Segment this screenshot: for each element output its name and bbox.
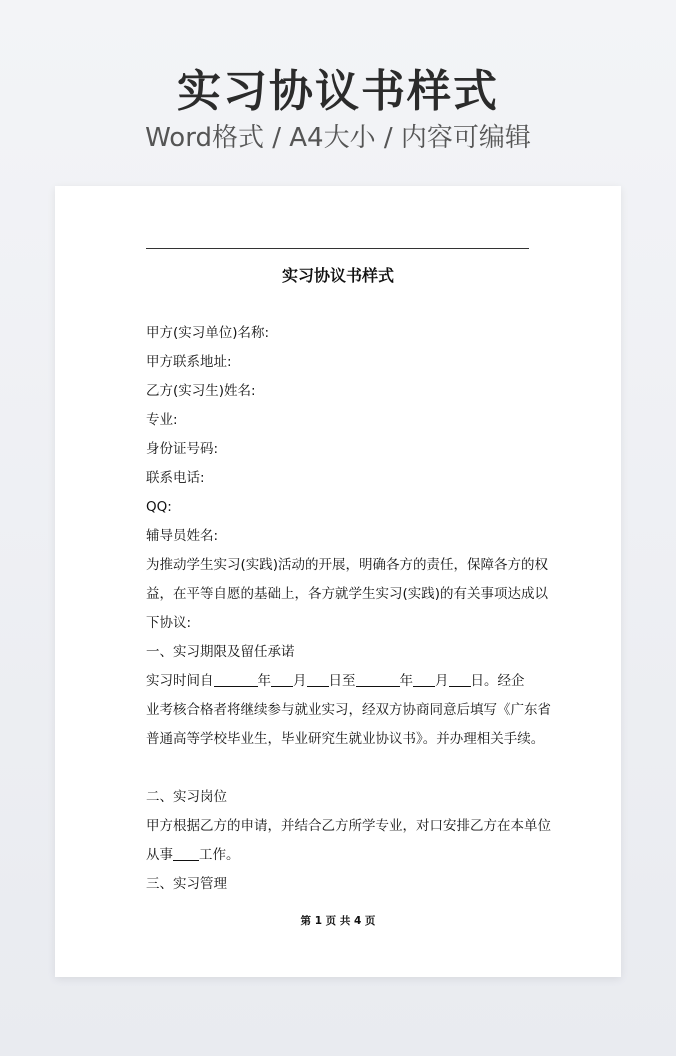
blank-underline [449,672,471,687]
header-rule [146,248,529,249]
hero-title: 实习协议书样式 [177,66,499,117]
position-line [146,841,530,870]
document-title: 实习协议书样式 [281,266,394,285]
text-segment: 年 [399,673,413,689]
field-party-a-name: 甲方(实习单位)名称: [146,325,270,341]
section-heading: 二、实习岗位 [146,789,227,805]
text-segment: 日。经企 [470,673,525,689]
text-segment: 月 [293,673,307,689]
paragraph-line: 业考核合格者将继续参与就业实习，经双方协商同意后填写《广东省 [146,702,551,718]
blank-underline [214,672,258,687]
intro-line: 为推动学生实习(实践)活动的开展，明确各方的责任，保障各方的权 [146,557,549,573]
intro-line: 下协议: [146,615,192,631]
field-major: 专业: [146,412,178,428]
paragraph-line: 普通高等学校毕业生，毕业研究生就业协议书》。并办理相关手续。 [146,731,545,747]
blank-underline [307,672,329,687]
document-page [55,186,621,977]
blank-underline [173,846,199,861]
text-segment: 日至 [328,673,356,689]
page-number: 第 1 页 共 4 页 [300,915,376,927]
blank-underline [413,672,435,687]
field-qq: QQ: [146,499,172,515]
field-counselor: 辅导员姓名: [146,528,219,544]
text-segment: 工作。 [199,847,240,863]
intro-line: 益，在平等自愿的基础上，各方就学生实习(实践)的有关事项达成以 [146,586,549,602]
internship-period-line [146,667,530,696]
section-heading: 三、实习管理 [146,876,227,892]
section-heading: 一、实习期限及留任承诺 [146,644,295,660]
text-segment: 年 [257,673,271,689]
text-segment: 月 [435,673,449,689]
field-party-a-address: 甲方联系地址: [146,354,232,370]
blank-line [146,754,530,783]
hero-subtitle: Word格式 / A4大小 / 内容可编辑 [145,123,531,153]
field-party-b-name: 乙方(实习生)姓名: [146,383,256,399]
paragraph-line: 甲方根据乙方的申请，并结合乙方所学专业，对口安排乙方在本单位 [146,818,551,834]
text-segment: 从事 [146,847,173,863]
blank-underline [356,672,400,687]
document-body [146,319,551,899]
text-segment: 实习时间自 [146,673,214,689]
blank-underline [271,672,293,687]
field-id-number: 身份证号码: [146,441,219,457]
field-phone: 联系电话: [146,470,205,486]
